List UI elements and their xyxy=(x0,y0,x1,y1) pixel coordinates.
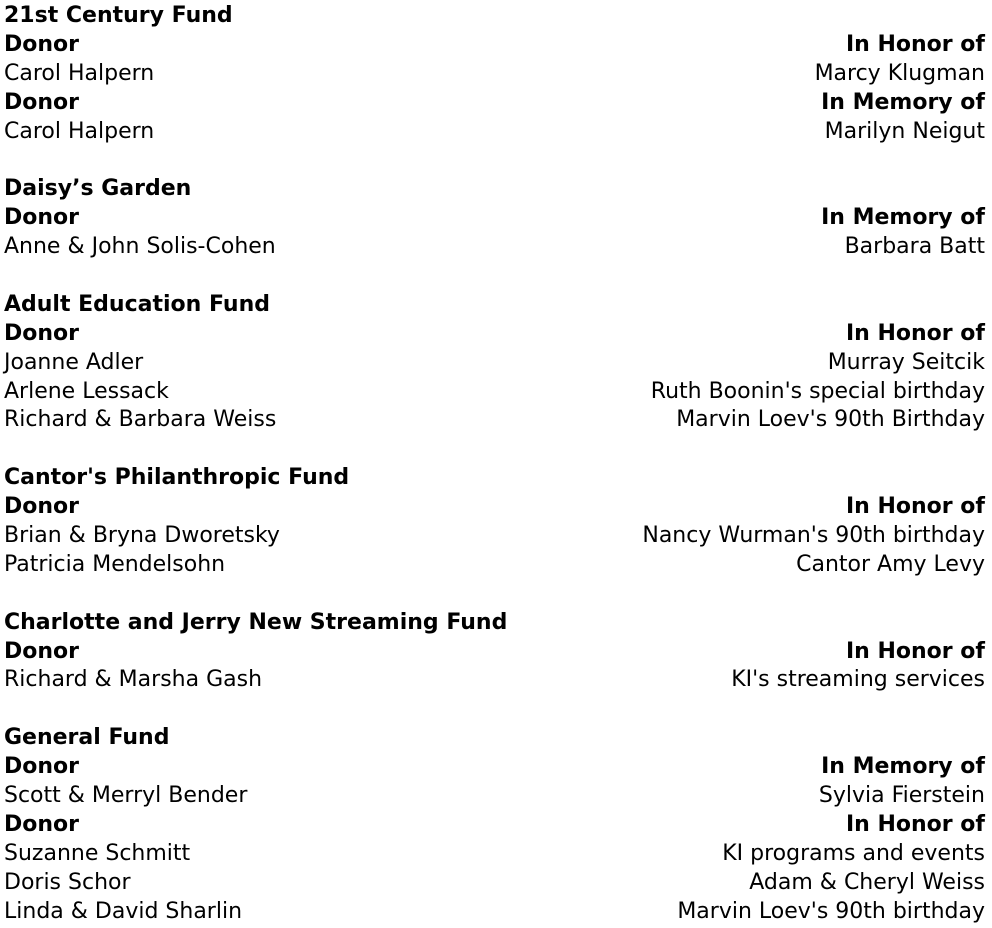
tribute-name: Ruth Boonin's special birthday xyxy=(650,378,985,404)
donor-name: Anne & John Solis-Cohen xyxy=(4,234,276,260)
donor-name: Carol Halpern xyxy=(4,60,155,86)
donor-name: Brian & Bryna Dworetsky xyxy=(4,523,280,549)
donor-header: Donor xyxy=(4,320,80,346)
tribute-name: KI's streaming services xyxy=(731,667,985,693)
column-header-row xyxy=(4,31,985,60)
donor-name: Scott & Merryl Bender xyxy=(4,783,248,809)
tribute-name: Cantor Amy Levy xyxy=(796,551,985,577)
fund-title: Charlotte and Jerry New Streaming Fund xyxy=(4,609,508,635)
tribute-name: KI programs and events xyxy=(722,840,985,866)
fund-title: 21st Century Fund xyxy=(4,3,233,28)
fund-section xyxy=(4,2,985,146)
donation-row xyxy=(4,378,985,407)
tribute-header: In Memory of xyxy=(821,754,985,780)
donation-row xyxy=(4,60,985,89)
tribute-name: Barbara Batt xyxy=(844,234,985,260)
donation-row xyxy=(4,233,985,262)
fund-section xyxy=(4,609,985,696)
column-header-row xyxy=(4,753,985,782)
donor-name: Joanne Adler xyxy=(4,349,144,375)
fund-title: Daisy’s Garden xyxy=(4,176,192,202)
donor-name: Richard & Marsha Gash xyxy=(4,667,263,693)
donor-header: Donor xyxy=(4,205,80,231)
column-header-row xyxy=(4,320,985,349)
donor-name: Arlene Lessack xyxy=(4,378,169,404)
tribute-header: In Honor of xyxy=(845,320,985,346)
donation-row xyxy=(4,406,985,435)
donation-row xyxy=(4,666,985,695)
fund-section xyxy=(4,464,985,580)
tribute-header: In Memory of xyxy=(821,89,985,115)
donor-header: Donor xyxy=(4,89,80,115)
donation-row xyxy=(4,118,985,147)
tribute-name: Nancy Wurman's 90th birthday xyxy=(642,523,985,549)
fund-section xyxy=(4,724,985,926)
donor-name: Suzanne Schmitt xyxy=(4,840,191,866)
tribute-name: Adam & Cheryl Weiss xyxy=(749,869,985,895)
tribute-header: In Honor of xyxy=(845,31,985,57)
tribute-name: Marvin Loev's 90th Birthday xyxy=(676,407,985,433)
donation-row xyxy=(4,551,985,580)
donor-name: Patricia Mendelsohn xyxy=(4,551,226,577)
fund-title: Adult Education Fund xyxy=(4,291,270,317)
tribute-name: Sylvia Fierstein xyxy=(818,783,985,809)
donation-row xyxy=(4,349,985,378)
column-header-row xyxy=(4,89,985,118)
donor-name: Carol Halpern xyxy=(4,118,155,144)
column-header-row xyxy=(4,204,985,233)
tribute-name: Marcy Klugman xyxy=(814,60,985,86)
fund-section xyxy=(4,175,985,262)
column-header-row xyxy=(4,811,985,840)
donor-header: Donor xyxy=(4,638,80,664)
tribute-name: Marilyn Neigut xyxy=(824,118,985,144)
fund-section xyxy=(4,291,985,435)
donation-row xyxy=(4,869,985,898)
donor-name: Richard & Barbara Weiss xyxy=(4,407,277,433)
donation-row xyxy=(4,840,985,869)
column-header-row xyxy=(4,638,985,667)
donation-row xyxy=(4,898,985,927)
donor-header: Donor xyxy=(4,811,80,837)
column-header-row xyxy=(4,493,985,522)
donation-row xyxy=(4,782,985,811)
donor-header: Donor xyxy=(4,754,80,780)
donor-header: Donor xyxy=(4,494,80,520)
donor-name: Linda & David Sharlin xyxy=(4,898,243,924)
fund-title: General Fund xyxy=(4,725,170,751)
tribute-name: Marvin Loev's 90th birthday xyxy=(677,898,985,924)
donation-row xyxy=(4,522,985,551)
tribute-name: Murray Seitcik xyxy=(827,349,985,375)
donor-name: Doris Schor xyxy=(4,869,131,895)
tribute-header: In Honor of xyxy=(845,494,985,520)
fund-title: Cantor's Philanthropic Fund xyxy=(4,465,350,491)
tribute-header: In Honor of xyxy=(845,811,985,837)
tribute-header: In Honor of xyxy=(845,638,985,664)
donor-header: Donor xyxy=(4,31,80,57)
tribute-header: In Memory of xyxy=(821,205,985,231)
